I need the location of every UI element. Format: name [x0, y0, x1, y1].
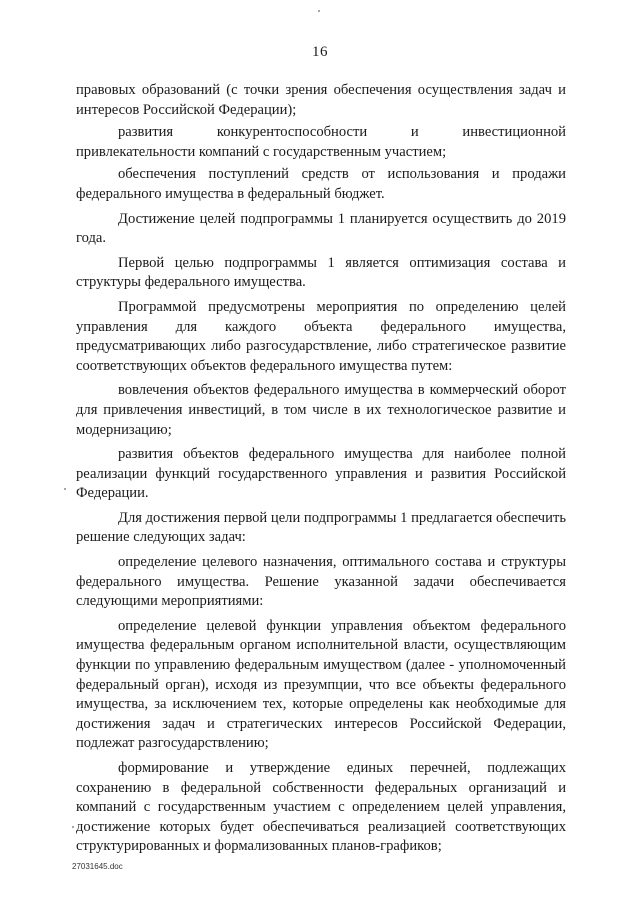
paragraph: правовых образований (с точки зрения обеспечения осуществления задач и интересов Российской Федерации);: [76, 82, 566, 118]
paragraph: Для достижения первой цели подпрограммы 1 предлагается обеспечить решение следующих задач:: [76, 509, 566, 546]
footer-filename: 27031645.doc: [72, 862, 123, 871]
scan-speck: [64, 488, 66, 490]
paragraph: Достижение целей подпрограммы 1 планируется осуществить до 2019 года.: [76, 210, 566, 247]
paragraph: развития конкурентоспособности и инвестиционной привлекательности компаний с государственным участием;: [76, 124, 566, 160]
page-number: 16: [312, 44, 328, 60]
scan-speck: [72, 826, 74, 828]
paragraph: определение целевой функции управления объектом федерального имущества федеральным органом исполнительной власти, осуществляющим функции по управлению федеральным имуществом (далее - уполномоченный федеральный орган), исходя из презумпции, что все объекты федерального имущества, за исключением тех, которые определены как необходимые для достижения задач и стратегических интересов Российской Федерации, подлежат разгосударствлению;: [76, 617, 566, 752]
paragraph: развития объектов федерального имущества для наиболее полной реализации функций государственного управления и развития Российской Федерации.: [76, 446, 566, 502]
scan-speck: [318, 10, 320, 12]
document-body: [76, 81, 566, 857]
paragraph: определение целевого назначения, оптимального состава и структуры федерального имущества. Решение указанной задачи обеспечивается следующими мероприятиями:: [76, 554, 566, 610]
paragraph: обеспечения поступлений средств от использования и продажи федерального имущества в федеральный бюджет.: [76, 166, 566, 202]
paragraph: вовлечения объектов федерального имущества в коммерческий оборот для привлечения инвестиций, в том числе в их технологическое развитие и модернизацию;: [76, 382, 566, 438]
paragraph: Первой целью подпрограммы 1 является оптимизация состава и структуры федерального имущества.: [76, 254, 566, 291]
paragraph: формирование и утверждение единых перечней, подлежащих сохранению в федеральной собственности федеральных организаций и компаний с государственным участием с определением целей управления, достижение которых будет обеспечиваться реализацией соответствующих структурированных и формализованных планов-графиков;: [76, 760, 566, 855]
paragraph: Программой предусмотрены мероприятия по определению целей управления для каждого объекта федерального имущества, предусматривающих либо разгосударствление, либо стратегическое развитие соответствующих объектов федерального имущества путем:: [76, 298, 566, 374]
